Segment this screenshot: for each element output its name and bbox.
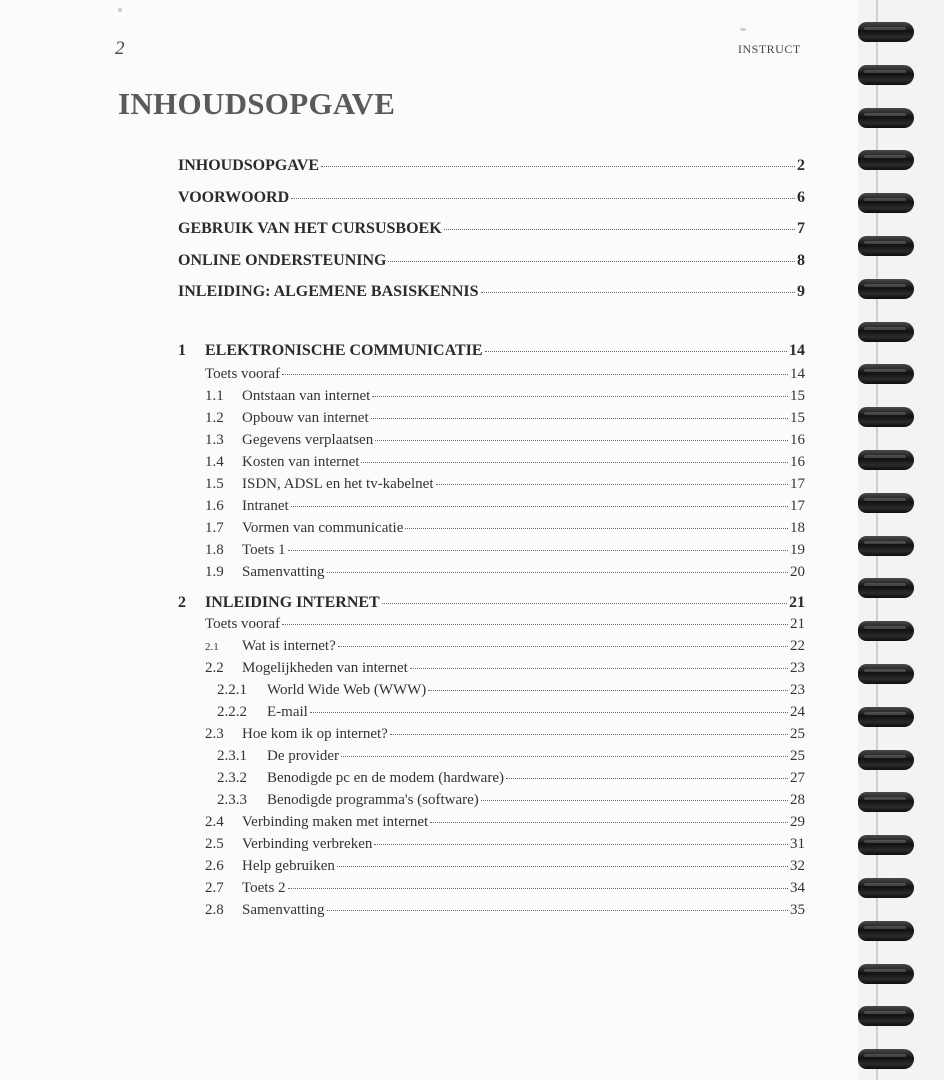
toc-label: Help gebruiken (242, 858, 335, 874)
toc-label: INLEIDING: ALGEMENE BASISKENNIS (178, 283, 479, 300)
toc-entry-online-ondersteuning[interactable] (178, 252, 805, 270)
dot-leader (506, 778, 788, 779)
dot-leader (485, 351, 787, 352)
toc-label: Intranet (242, 498, 289, 514)
section-number: 2.5 (205, 836, 224, 852)
dot-leader (430, 822, 788, 823)
toc-label: Vormen van communicatie (242, 520, 404, 536)
section-number: 2.2.2 (217, 704, 247, 720)
toc-entry-gebruik-cursusboek[interactable] (178, 220, 805, 238)
section-number: 1.8 (205, 542, 224, 558)
toc-page: 7 (797, 220, 805, 237)
toc-subsection[interactable] (178, 704, 805, 721)
toc-label: Samenvatting (242, 564, 325, 580)
section-number: 2.2.1 (217, 682, 247, 698)
toc-section[interactable] (178, 726, 805, 743)
dot-leader (310, 712, 788, 713)
dot-leader (444, 229, 795, 230)
toc-page: 16 (790, 454, 805, 470)
dot-leader (382, 603, 787, 604)
toc-label: Gegevens verplaatsen (242, 432, 374, 448)
section-number: 2.6 (205, 858, 224, 874)
toc-page: 21 (789, 594, 805, 611)
dot-leader (428, 690, 788, 691)
toc-section[interactable] (178, 388, 805, 405)
toc-label: Toets 1 (242, 542, 286, 558)
dot-leader (321, 166, 795, 167)
toc-label: ONLINE ONDERSTEUNING (178, 252, 387, 269)
section-number: 2.3.1 (217, 748, 247, 764)
toc-label: INHOUDSOPGAVE (178, 157, 320, 174)
toc-entry-voorwoord[interactable] (178, 189, 805, 207)
toc-section[interactable] (178, 476, 805, 493)
toc-page: 16 (790, 432, 805, 448)
dot-leader (341, 756, 788, 757)
chapter-number: 1 (178, 342, 186, 359)
toc-label: Samenvatting (242, 902, 325, 918)
dot-leader (374, 844, 788, 845)
toc-label: Toets vooraf (205, 616, 281, 632)
binding-coil (858, 493, 914, 513)
section-number: 1.9 (205, 564, 224, 580)
toc-section[interactable] (178, 660, 805, 677)
toc-page: 18 (790, 520, 805, 536)
section-number: 1.3 (205, 432, 224, 448)
section-number: 1.6 (205, 498, 224, 514)
dot-leader (390, 734, 788, 735)
dot-leader (436, 484, 789, 485)
page-number: 2 (115, 38, 125, 59)
binding-coil (858, 878, 914, 898)
toc-page: 6 (797, 189, 805, 206)
toc-page: 25 (790, 748, 805, 764)
binding-coil (858, 450, 914, 470)
toc-section[interactable] (178, 616, 805, 633)
binding-coil (858, 664, 914, 684)
dot-leader (388, 261, 795, 262)
section-number: 1.4 (205, 454, 224, 470)
toc-section[interactable] (178, 814, 805, 831)
toc-label: Verbinding verbreken (242, 836, 373, 852)
toc-label: E-mail (267, 704, 308, 720)
toc-page: 31 (790, 836, 805, 852)
toc-label: ISDN, ADSL en het tv-kabelnet (242, 476, 434, 492)
toc-page: 14 (789, 342, 805, 359)
dot-leader (481, 800, 788, 801)
toc-label: INLEIDING INTERNET (205, 594, 380, 611)
section-number: 1.5 (205, 476, 224, 492)
dot-leader (361, 462, 788, 463)
binding-coil (858, 621, 914, 641)
binding-coil (858, 364, 914, 384)
toc-page: 15 (790, 388, 805, 404)
paper-speck (118, 8, 122, 12)
dot-leader (338, 646, 788, 647)
toc-label: Mogelijkheden van internet (242, 660, 408, 676)
toc-label: Verbinding maken met internet (242, 814, 429, 830)
toc-subsection[interactable] (178, 682, 805, 699)
toc-label: Benodigde pc en de modem (hardware) (267, 770, 504, 786)
binding-coil (858, 835, 914, 855)
toc-section[interactable] (178, 542, 805, 559)
dot-leader (375, 440, 788, 441)
section-number: 2.1 (205, 641, 219, 653)
dot-leader (337, 866, 788, 867)
toc-page: 14 (790, 366, 805, 382)
toc-section[interactable] (178, 836, 805, 853)
binding-coil (858, 536, 914, 556)
toc-subsection[interactable] (178, 770, 805, 787)
dot-leader (327, 572, 789, 573)
section-number: 2.3.3 (217, 792, 247, 808)
section-number: 2.2 (205, 660, 224, 676)
toc-label: ELEKTRONISCHE COMMUNICATIE (205, 342, 483, 359)
binding-coil (858, 22, 914, 42)
dot-leader (327, 910, 789, 911)
dot-leader (372, 396, 788, 397)
toc-label: Ontstaan van internet (242, 388, 371, 404)
toc-page: 17 (790, 498, 805, 514)
toc-page: 23 (790, 660, 805, 676)
toc-page: 24 (790, 704, 805, 720)
toc-label: Hoe kom ik op internet? (242, 726, 388, 742)
toc-section[interactable] (178, 498, 805, 515)
binding-coil (858, 750, 914, 770)
section-number: 2.8 (205, 902, 224, 918)
binding-coil (858, 322, 914, 342)
toc-page: 25 (790, 726, 805, 742)
dot-leader (405, 528, 788, 529)
toc-label: VOORWOORD (178, 189, 290, 206)
toc-page: 9 (797, 283, 805, 300)
toc-page: 35 (790, 902, 805, 918)
binding-coil (858, 792, 914, 812)
toc-page: 22 (790, 638, 805, 654)
toc-section[interactable] (178, 564, 805, 581)
section-number: 2.7 (205, 880, 224, 896)
toc-section[interactable] (178, 858, 805, 875)
toc-page: 23 (790, 682, 805, 698)
toc-page: 19 (790, 542, 805, 558)
binding-coil (858, 150, 914, 170)
toc-page: 20 (790, 564, 805, 580)
toc-label: World Wide Web (WWW) (267, 682, 427, 698)
toc-section[interactable] (178, 410, 805, 427)
toc-chapter-2[interactable] (178, 594, 805, 612)
toc-label: De provider (267, 748, 340, 764)
dot-leader (291, 198, 795, 199)
toc-subsection[interactable] (178, 792, 805, 809)
binding-coil (858, 65, 914, 85)
toc-page: 17 (790, 476, 805, 492)
toc-page: 28 (790, 792, 805, 808)
binding-coil (858, 279, 914, 299)
toc-page: 27 (790, 770, 805, 786)
binding-coil (858, 578, 914, 598)
toc-page: 34 (790, 880, 805, 896)
toc-section[interactable] (178, 454, 805, 471)
toc-page: 8 (797, 252, 805, 269)
section-number: 1.1 (205, 388, 224, 404)
section-number: 2.4 (205, 814, 224, 830)
toc-section[interactable] (178, 880, 805, 897)
dot-leader (481, 292, 795, 293)
binding-coil (858, 964, 914, 984)
chapter-number: 2 (178, 594, 186, 611)
toc-section[interactable] (178, 520, 805, 537)
toc-label: Wat is internet? (242, 638, 336, 654)
binding-coil (858, 707, 914, 727)
toc-section[interactable] (178, 902, 805, 919)
toc-section[interactable] (178, 638, 805, 655)
dot-leader (410, 668, 788, 669)
dot-leader (282, 624, 788, 625)
binding-coil (858, 1049, 914, 1069)
toc-entry-inleiding-basiskennis[interactable] (178, 283, 805, 301)
dot-leader (288, 550, 788, 551)
toc-section[interactable] (178, 366, 805, 383)
binding-coil (858, 407, 914, 427)
section-number: 1.7 (205, 520, 224, 536)
toc-page: 15 (790, 410, 805, 426)
dot-leader (371, 418, 788, 419)
section-number: 1.2 (205, 410, 224, 426)
toc-entry-inhoudsopgave[interactable] (178, 157, 805, 175)
toc-chapter-1[interactable] (178, 342, 805, 360)
toc-label: Opbouw van internet (242, 410, 369, 426)
toc-label: Kosten van internet (242, 454, 360, 470)
binding-coil (858, 921, 914, 941)
toc-label: Benodigde programma's (software) (267, 792, 479, 808)
section-number: 2.3.2 (217, 770, 247, 786)
toc-page: 2 (797, 157, 805, 174)
toc-label: Toets 2 (242, 880, 286, 896)
binding-coil (858, 193, 914, 213)
binding-coil (858, 1006, 914, 1026)
dot-leader (282, 374, 788, 375)
toc-section[interactable] (178, 432, 805, 449)
toc-label: Toets vooraf (205, 366, 281, 382)
page-title: INHOUDSOPGAVE (118, 86, 396, 121)
dot-leader (291, 506, 788, 507)
dot-leader (288, 888, 788, 889)
toc-page: 32 (790, 858, 805, 874)
section-number: 2.3 (205, 726, 224, 742)
toc-page: 21 (790, 616, 805, 632)
toc-label: GEBRUIK VAN HET CURSUSBOEK (178, 220, 442, 237)
toc-page: 29 (790, 814, 805, 830)
binding-coil (858, 108, 914, 128)
running-head: INSTRUCT (738, 42, 801, 56)
binding-coil (858, 236, 914, 256)
toc-subsection[interactable] (178, 748, 805, 765)
table-of-contents (178, 0, 805, 1080)
